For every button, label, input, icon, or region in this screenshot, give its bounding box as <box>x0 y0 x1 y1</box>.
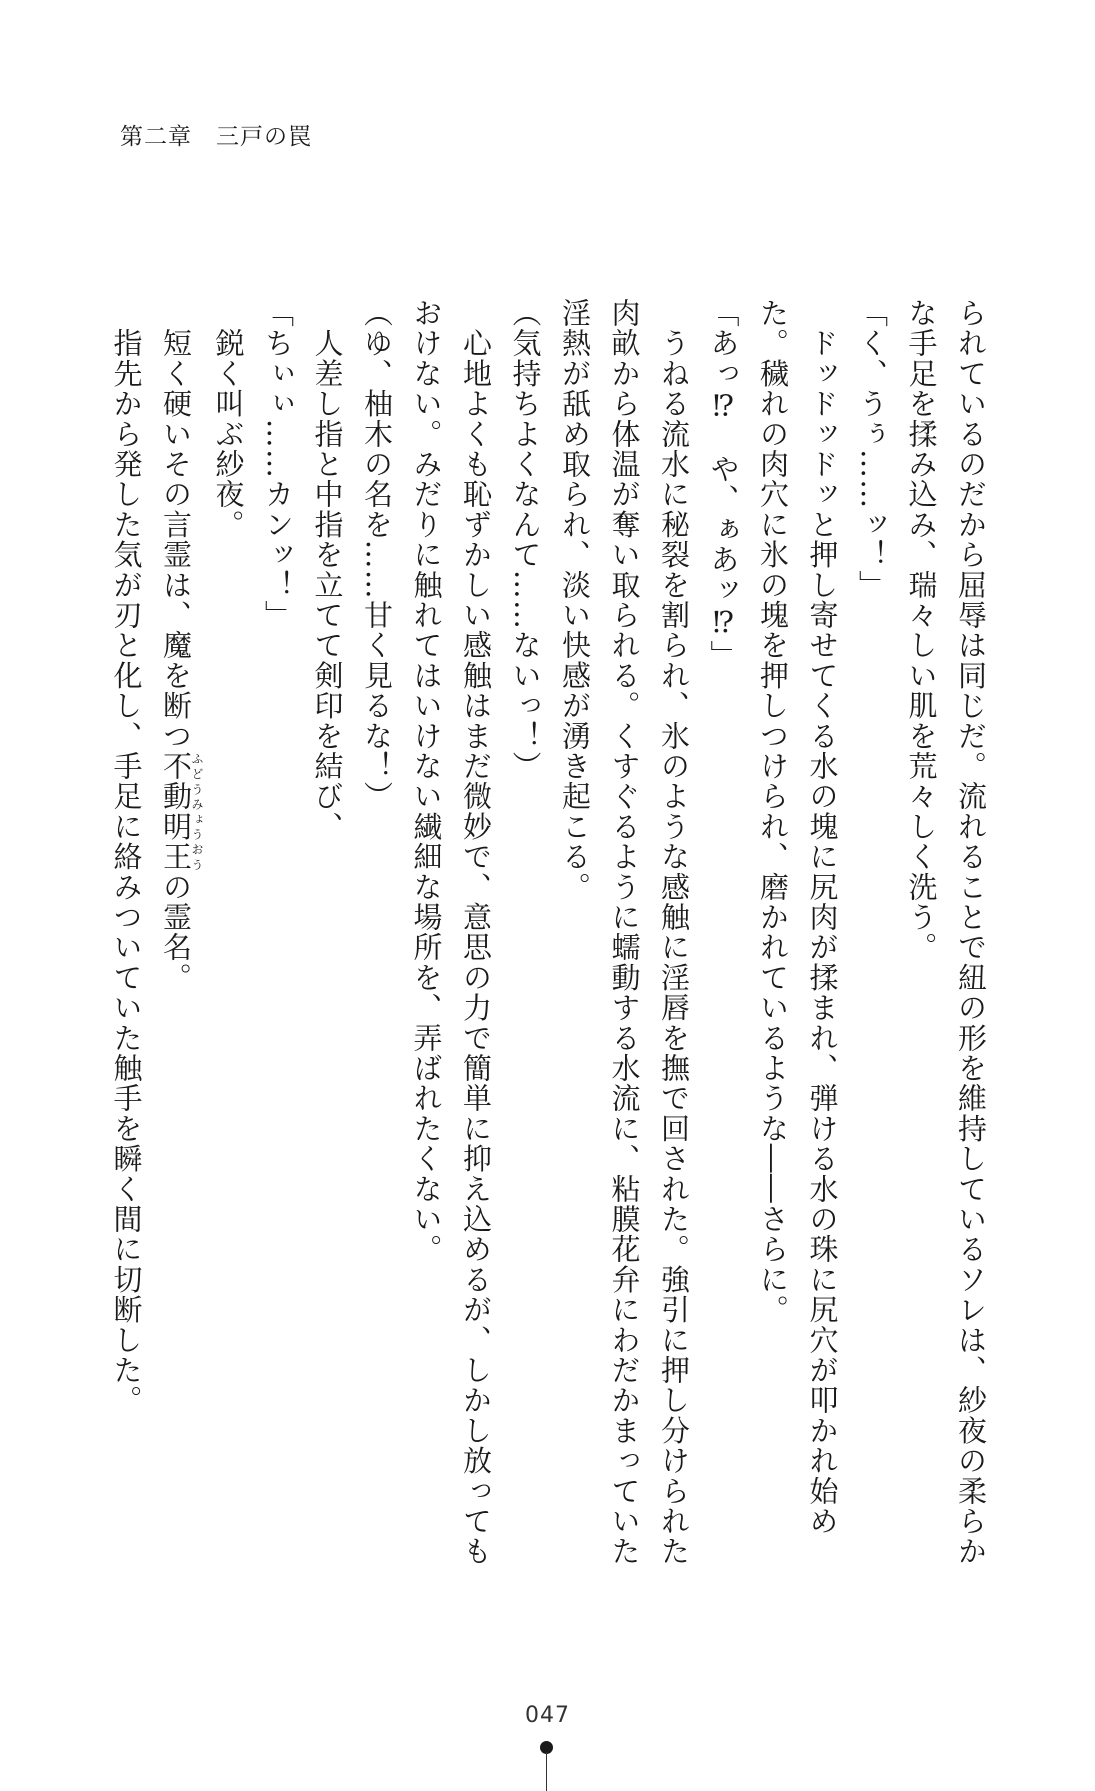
folio-line <box>546 1752 547 1791</box>
ruby-reading: ふどうみょうおう <box>190 751 204 872</box>
paragraph: （ゆ、柚木の名を……甘く見るな！） <box>360 298 394 812</box>
paragraph-with-ruby: 短く硬いその言霊は、魔を断つ不動明王ふどうみょうおうの霊名。 <box>159 298 204 993</box>
paragraph: 「く、うぅ……ッ！」 <box>855 298 889 600</box>
paragraph: 「ちぃぃ……カンッ！」 <box>261 298 295 631</box>
paragraph: 「あっ⁉ や、ぁあッ⁉」 <box>706 298 741 671</box>
page-number: 047 <box>525 1703 570 1728</box>
chapter-running-head: 第二章 三戸の罠 <box>120 124 312 150</box>
paragraph: ドッドッドッと押し寄せてくる水の塊に尻肉が揉まれ、弾ける水の珠に尻穴が叩かれ始めた。穢れの肉穴に氷の塊を押しつけられ、磨かれているような――さらに。 <box>756 298 840 1537</box>
paragraph: られているのだから屈辱は同じだ。流れることで紐の形を維持しているソレは、紗夜の柔らかな手足を揉み込み、瑞々しい肌を荒々しく洗う。 <box>904 298 988 1567</box>
paragraph: 指先から発した気が刃と化し、手足に絡みついていた触手を瞬く間に切断した。 <box>109 298 144 1416</box>
paragraph: 心地よくも恥ずかしい感触はまだ微妙で、意思の力で簡単に抑え込めるが、しかし放ってもおけない。みだりに触れてはいけない繊細な場所を、弄ばれたくない。 <box>409 298 493 1567</box>
ruby-annotation: 不動明王ふどうみょうおう <box>159 751 204 872</box>
paragraph: （気持ちよくなんて……ないっ！） <box>508 298 543 782</box>
paragraph: うねる流水に秘裂を割られ、氷のような感触に淫唇を撫で回された。強引に押し分けられた肉畝から体温が奪い取られる。くすぐるように蠕動する水流に、粘膜花弁にわだかまっていた淫熱が舐め取られ、淡い快感が湧き起こる。 <box>558 298 691 1567</box>
paragraph: 鋭く叫ぶ紗夜。 <box>211 298 246 540</box>
vertical-body-text <box>109 298 995 1578</box>
paragraph: 人差し指と中指を立てて剣印を結び、 <box>310 298 345 842</box>
